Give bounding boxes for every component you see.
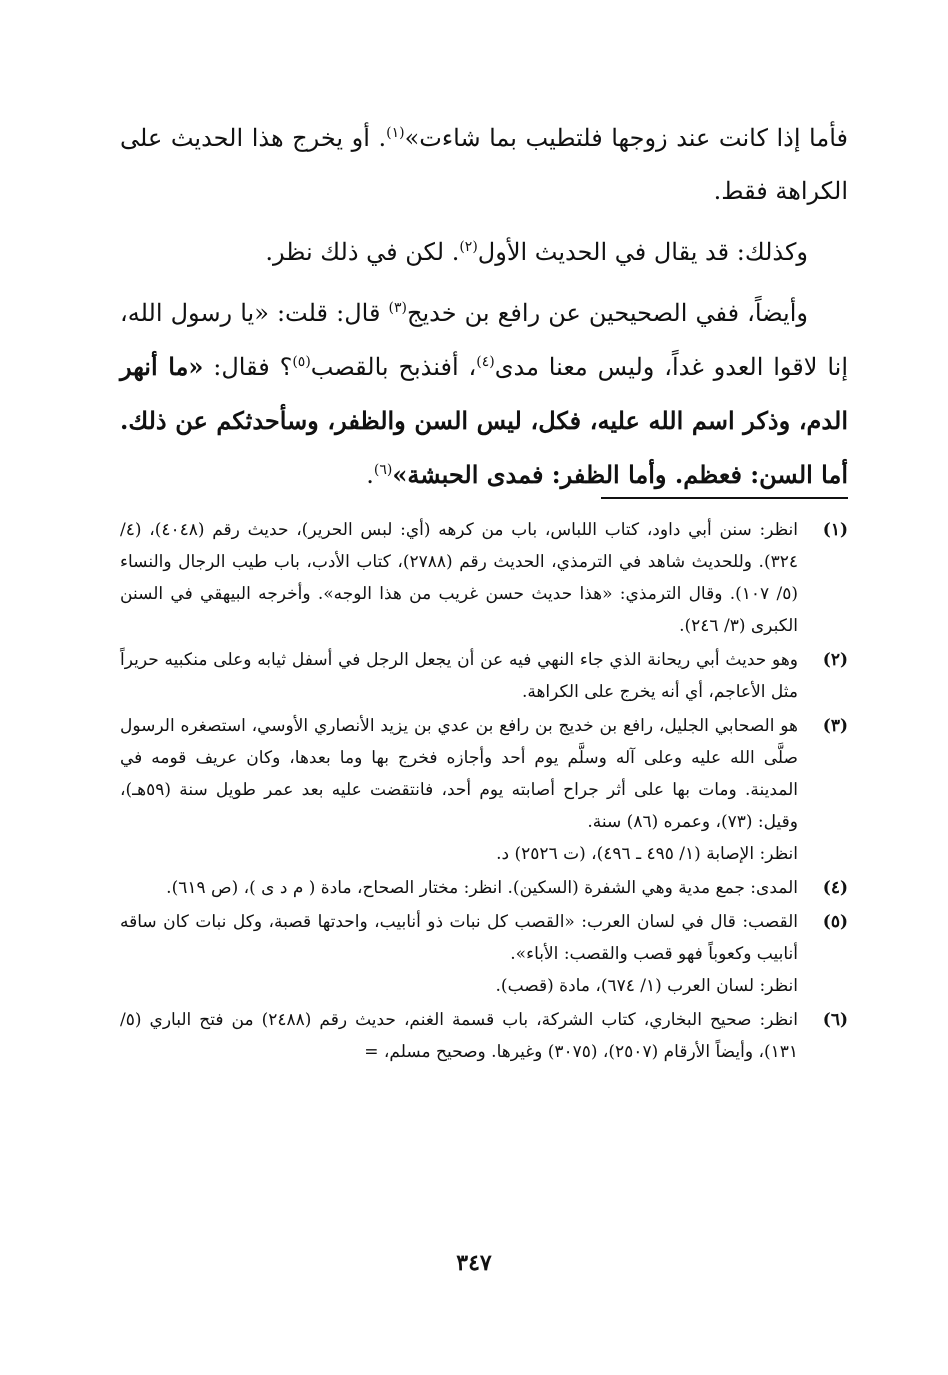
footnote-number: (٤)	[822, 878, 848, 898]
footnote-text	[120, 514, 798, 642]
footnote-line: انظر: الإصابة (١/ ٤٩٥ ـ ٤٩٦)، (ت ٢٥٢٦) د.	[496, 844, 798, 864]
paragraph-3-text-b: قال: قلت: «يا رسول الله، إنا لاقوا العدو غداً، وليس معنا مدى	[120, 299, 848, 381]
main-text	[120, 112, 848, 502]
footnote-number: (٣)	[822, 716, 848, 736]
hadith-quote: «ما أنهر الدم، وذكر اسم الله عليه، فكل، ليس السن والظفر، وسأحدثكم عن ذلك. أما السن: فعظم. وأما الظفر: فمدى الحبشة»	[120, 352, 848, 489]
paragraph-3-text-d: ؟ فقال:	[203, 353, 293, 381]
footnote-ref-5: (٥)	[292, 354, 311, 370]
footnotes	[120, 514, 848, 1070]
paragraph-1-text-b: . أو يخرج هذا الحديث على الكراهة فقط.	[120, 124, 848, 205]
footnote-2	[120, 644, 848, 708]
footnote-number: (٥)	[822, 912, 848, 932]
footnote-3	[120, 710, 848, 870]
footnote-1	[120, 514, 848, 642]
footnote-line: المدى: جمع مدية وهي الشفرة (السكين). انظر: مختار الصحاح، مادة ( م د ى )، (ص ٦١٩).	[166, 878, 798, 898]
footnote-line: هو الصحابي الجليل، رافع بن خديج بن رافع بن عدي بن يزيد الأنصاري الأوسي، استصغره الرسول صلَّى الله عليه وعلى آله وسلَّم يوم أحد وأجازه فخرج بها وما بعدها، وكان عريف قومه في المدينة. ومات بها على أثر جراح أصابته يوم أحد، فانتقضت عليه بعد عمر طويل سنة (٥٩هـ)، وقيل: (٧٣)، وعمره (٨٦) سنة.	[120, 716, 798, 832]
footnote-line: القصب: قال في لسان العرب: «القصب كل نبات ذو أنابيب، واحدتها قصبة، وكل نبات كان ساقه أنابيب وكعوباً فهو قصب والقصب: الأباء».	[120, 912, 798, 964]
paragraph-3	[120, 287, 848, 502]
footnote-ref-1: (١)	[386, 125, 405, 141]
footnote-separator	[601, 497, 848, 499]
paragraph-2-text-b: . لكن في ذلك نظر.	[265, 238, 460, 266]
footnote-ref-4: (٤)	[476, 354, 495, 370]
paragraph-2	[120, 226, 848, 279]
footnote-4	[120, 872, 848, 904]
footnote-ref-3: (٣)	[388, 300, 407, 316]
footnote-number: (٦)	[822, 1010, 848, 1030]
footnote-number: (٢)	[822, 650, 848, 670]
paragraph-3-text-c: ، أفنذبح بالقصب	[310, 353, 477, 381]
paragraph-2-text-a: وكذلك: قد يقال في الحديث الأول	[477, 238, 808, 266]
footnote-ref-6: (٦)	[373, 462, 393, 478]
footnote-line: وهو حديث أبي ريحانة الذي جاء النهي فيه عن أن يجعل الرجل في أسفل ثيابه وعلى منكبيه حريراً مثل الأعاجم، أي أنه يخرج على الكراهة.	[120, 650, 798, 702]
footnote-line: انظر: لسان العرب (١/ ٦٧٤)، مادة (قصب).	[495, 976, 798, 996]
paragraph-3-text-a: وأيضاً، ففي الصحيحين عن رافع بن خديج	[406, 299, 808, 327]
footnote-text	[120, 710, 798, 870]
paragraph-3-text-f: .	[366, 461, 374, 489]
paragraph-1-text-a: فأما إذا كانت عند زوجها فلتطيب بما شاءت»	[404, 124, 848, 152]
footnote-text	[120, 872, 798, 904]
footnote-line: انظر: صحيح البخاري، كتاب الشركة، باب قسمة الغنم، حديث رقم (٢٤٨٨) من فتح الباري (٥/ ١٣١)، وأيضاً الأرقام (٢٥٠٧)، (٣٠٧٥) وغيرها. وصحيح مسلم، =	[120, 1010, 798, 1062]
footnote-text	[120, 906, 798, 1002]
footnote-number: (١)	[822, 520, 848, 540]
paragraph-1	[120, 112, 848, 218]
footnote-ref-2: (٢)	[459, 239, 478, 255]
footnote-text	[120, 1004, 798, 1068]
footnote-6	[120, 1004, 848, 1068]
page-number: ٣٤٧	[456, 1250, 492, 1276]
footnote-text	[120, 644, 798, 708]
footnote-5	[120, 906, 848, 1002]
footnote-line: انظر: سنن أبي داود، كتاب اللباس، باب من كرهه (أي: لبس الحرير)، حديث رقم (٤٠٤٨)، (٤/ ٣٢٤). وللحديث شاهد في الترمذي، الحديث رقم (٢٧٨٨)، كتاب الأدب، باب طيب الرجال والنساء (٥/ ١٠٧). وقال الترمذي: «هذا حديث حسن غريب من هذا الوجه». وأخرجه البيهقي في السنن الكبرى (٣/ ٢٤٦).	[120, 520, 798, 636]
